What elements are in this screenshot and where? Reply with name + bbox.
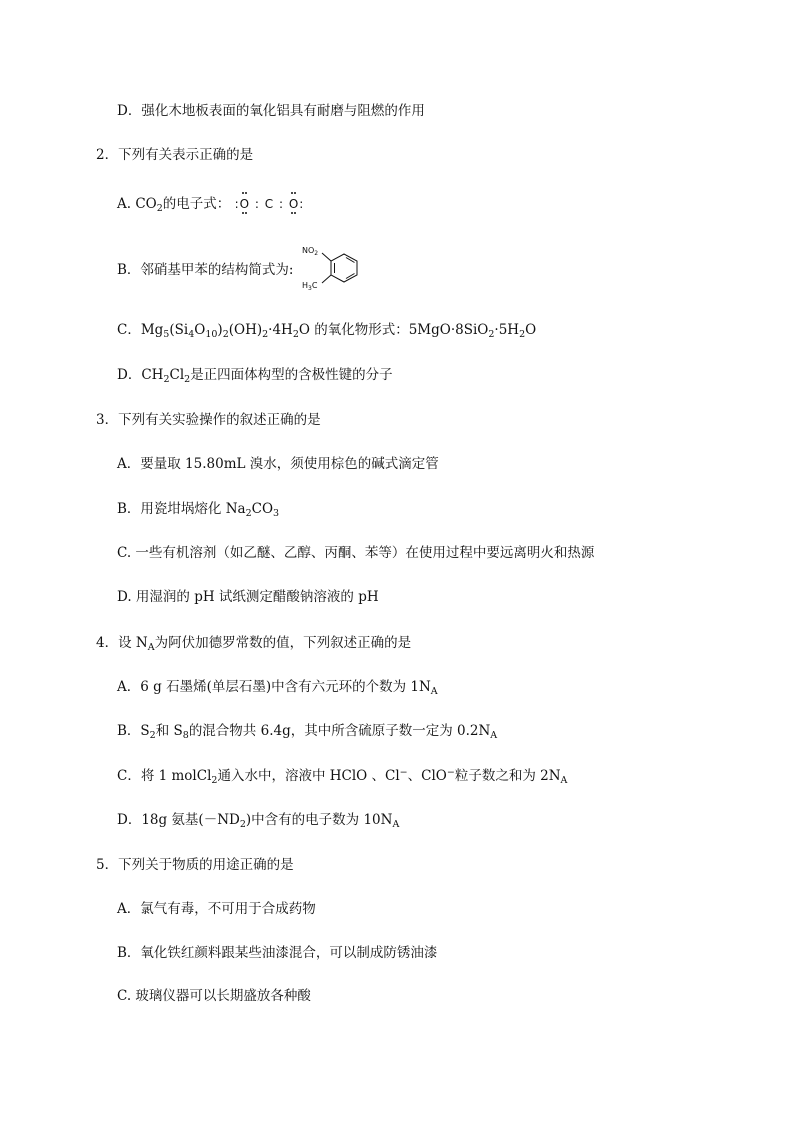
q4-option-c: C．将 1 molCl$_2$通入水中，溶液中 HClO 、Cl−、ClO−粒子数之和为 $2N_A$ (117, 767, 568, 786)
q4-option-a: A．6 g 石墨烯(单层石墨)中含有六元环的个数为 $1N_A$ (117, 679, 438, 697)
q2-stem: 2．下列有关表示正确的是 (96, 147, 254, 163)
q2-option-c: C．$Mg_5(Si_4O_{10})_2(OH)_2\cdot 4H_2O$ 的氧化物形式：$5MgO\cdot 8SiO_2\cdot 5H_2O$ (117, 322, 537, 340)
q2-option-d: D．$CH_2Cl_2$是正四面体构型的含极性键的分子 (117, 367, 393, 385)
electron-formula: :O : C : O: (234, 197, 305, 211)
no2-label: $NO_2$ (302, 246, 319, 257)
q3-option-c: C. 一些有机溶剂（如乙醚、乙醇、丙酮、苯等）在使用过程中要远离明火和热源 (117, 545, 595, 561)
q4-option-b: B．$S_2$和 $S_8$的混合物共 6.4g，其中所含硫原子数一定为 $0.2N_A$ (117, 723, 498, 741)
q5-stem: 5．下列关于物质的用途正确的是 (96, 857, 294, 873)
h3c-label: $H_3C$ (302, 281, 318, 292)
q2-option-b: B．邻硝基甲苯的结构简式为: (117, 262, 294, 278)
q3-option-d: D. 用湿润的 pH 试纸测定醋酸钠溶液的 pH (117, 589, 379, 605)
q3-option-b: B．用瓷坩埚熔化 $Na_2CO_3$ (117, 501, 280, 519)
q4-stem: 4．设 $N_A$为阿伏加德罗常数的值，下列叙述正确的是 (96, 635, 412, 653)
o-nitrotoluene-structure (300, 242, 370, 292)
q2-option-a: A. $CO_2$的电子式： :O : C : O: (117, 196, 305, 214)
q4-option-d: D．18g 氨基$(-ND_2)$中含有的电子数为 $10N_A$ (117, 812, 400, 830)
q3-option-a: A．要量取 15.80mL 溴水，须使用棕色的碱式滴定管 (117, 456, 439, 472)
q5-option-c: C. 玻璃仪器可以长期盛放各种酸 (117, 988, 311, 1004)
q1-option-d: D．强化木地板表面的氧化铝具有耐磨与阻燃的作用 (117, 103, 425, 119)
q3-stem: 3．下列有关实验操作的叙述正确的是 (96, 412, 321, 428)
q5-option-a: A．氯气有毒，不可用于合成药物 (117, 901, 316, 917)
q5-option-b: B．氧化铁红颜料跟某些油漆混合，可以制成防锈油漆 (117, 945, 438, 961)
